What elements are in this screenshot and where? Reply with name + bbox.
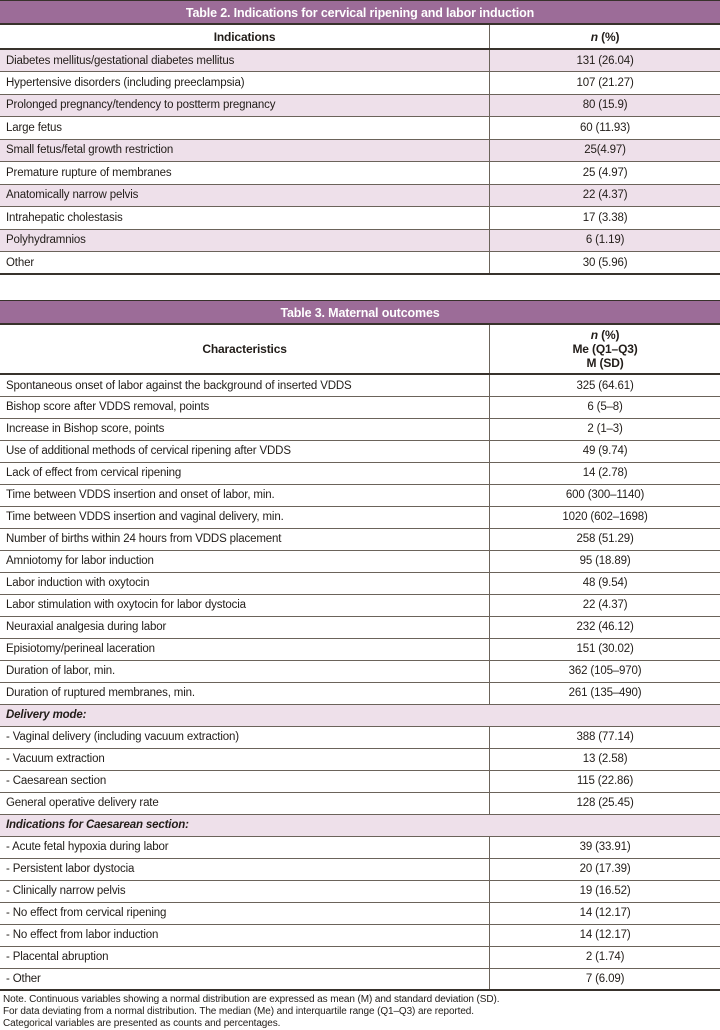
table-row bbox=[0, 229, 720, 252]
row-label: Labor stimulation with oxytocin for labor dystocia bbox=[0, 594, 490, 616]
table-row bbox=[0, 638, 720, 660]
table-row bbox=[0, 506, 720, 528]
table-row bbox=[0, 572, 720, 594]
row-label: Large fetus bbox=[0, 117, 490, 140]
row-label: Duration of ruptured membranes, min. bbox=[0, 682, 490, 704]
row-value: 14 (12.17) bbox=[490, 924, 720, 946]
table3-col2-header-pct: (%) bbox=[601, 328, 620, 342]
table-row bbox=[0, 528, 720, 550]
row-value: 258 (51.29) bbox=[490, 528, 720, 550]
row-value: 49 (9.74) bbox=[490, 440, 720, 462]
table-row bbox=[0, 396, 720, 418]
row-label: Increase in Bishop score, points bbox=[0, 418, 490, 440]
row-value: 1020 (602–1698) bbox=[490, 506, 720, 528]
row-value: 39 (33.91) bbox=[490, 836, 720, 858]
table-row bbox=[0, 902, 720, 924]
row-value: 388 (77.14) bbox=[490, 726, 720, 748]
section-row-label: Indications for Caesarean section: bbox=[0, 814, 720, 836]
table3 bbox=[0, 325, 720, 991]
row-value: 13 (2.58) bbox=[490, 748, 720, 770]
table-note bbox=[0, 991, 720, 1030]
table-row bbox=[0, 748, 720, 770]
table-row bbox=[0, 616, 720, 638]
table-row bbox=[0, 858, 720, 880]
row-label: - Acute fetal hypoxia during labor bbox=[0, 836, 490, 858]
row-label: - Placental abruption bbox=[0, 946, 490, 968]
table-row bbox=[0, 880, 720, 902]
row-label: Intrahepatic cholestasis bbox=[0, 207, 490, 230]
row-value: 14 (2.78) bbox=[490, 462, 720, 484]
row-value: 95 (18.89) bbox=[490, 550, 720, 572]
row-value: 25(4.97) bbox=[490, 139, 720, 162]
table2-col1-header: Indications bbox=[0, 25, 490, 49]
section-row bbox=[0, 814, 720, 836]
row-value: 261 (135–490) bbox=[490, 682, 720, 704]
row-label: - Vaginal delivery (including vacuum extraction) bbox=[0, 726, 490, 748]
row-label: Neuraxial analgesia during labor bbox=[0, 616, 490, 638]
table2-col2-header-pct: (%) bbox=[601, 29, 620, 44]
table3-header-row bbox=[0, 325, 720, 374]
table-row bbox=[0, 594, 720, 616]
row-label: Time between VDDS insertion and vaginal delivery, min. bbox=[0, 506, 490, 528]
table-row bbox=[0, 374, 720, 396]
table2 bbox=[0, 25, 720, 275]
row-label: Prolonged pregnancy/tendency to postterm pregnancy bbox=[0, 94, 490, 117]
row-value: 2 (1.74) bbox=[490, 946, 720, 968]
row-label: Labor induction with oxytocin bbox=[0, 572, 490, 594]
table3-col1-header: Characteristics bbox=[0, 325, 490, 374]
table3-col2-header bbox=[490, 325, 720, 374]
row-label: Premature rupture of membranes bbox=[0, 162, 490, 185]
section-row bbox=[0, 704, 720, 726]
table-row bbox=[0, 162, 720, 185]
row-label: Other bbox=[0, 252, 490, 275]
row-label: Small fetus/fetal growth restriction bbox=[0, 139, 490, 162]
row-value: 107 (21.27) bbox=[490, 72, 720, 95]
table-row bbox=[0, 462, 720, 484]
row-value: 25 (4.97) bbox=[490, 162, 720, 185]
table2-title: Table 2. Indications for cervical ripening and labor induction bbox=[0, 0, 720, 25]
table2-col2-header-n: n bbox=[590, 29, 598, 44]
table3-block bbox=[0, 300, 720, 991]
row-label: Anatomically narrow pelvis bbox=[0, 184, 490, 207]
row-label: Episiotomy/perineal laceration bbox=[0, 638, 490, 660]
row-value: 20 (17.39) bbox=[490, 858, 720, 880]
section-row-label: Delivery mode: bbox=[0, 704, 720, 726]
note-line: Categorical variables are presented as counts and percentages. bbox=[3, 1018, 281, 1030]
table3-col2-header-line2: Me (Q1–Q3) bbox=[572, 342, 638, 357]
table3-col2-header-n: n bbox=[590, 328, 598, 342]
row-label: - No effect from labor induction bbox=[0, 924, 490, 946]
table-row bbox=[0, 418, 720, 440]
table-row bbox=[0, 252, 720, 275]
table-row bbox=[0, 726, 720, 748]
table2-header bbox=[0, 25, 720, 49]
table2-block bbox=[0, 0, 720, 275]
row-label: Spontaneous onset of labor against the background of inserted VDDS bbox=[0, 374, 490, 396]
row-label: - No effect from cervical ripening bbox=[0, 902, 490, 924]
row-label: General operative delivery rate bbox=[0, 792, 490, 814]
row-value: 19 (16.52) bbox=[490, 880, 720, 902]
row-value: 80 (15.9) bbox=[490, 94, 720, 117]
row-value: 6 (5–8) bbox=[490, 396, 720, 418]
row-label: Time between VDDS insertion and onset of labor, min. bbox=[0, 484, 490, 506]
row-value: 232 (46.12) bbox=[490, 616, 720, 638]
table-row bbox=[0, 968, 720, 990]
table-gap bbox=[0, 275, 720, 300]
table-row bbox=[0, 139, 720, 162]
table-row bbox=[0, 117, 720, 140]
table-row bbox=[0, 72, 720, 95]
note-line: For data deviating from a normal distribution. The median (Me) and interquartile range (Q1–Q3) are reported. bbox=[3, 1006, 474, 1018]
table-row bbox=[0, 484, 720, 506]
table-row bbox=[0, 184, 720, 207]
row-value: 7 (6.09) bbox=[490, 968, 720, 990]
row-label: Duration of labor, min. bbox=[0, 660, 490, 682]
row-value: 600 (300–1140) bbox=[490, 484, 720, 506]
row-value: 362 (105–970) bbox=[490, 660, 720, 682]
row-label: - Vacuum extraction bbox=[0, 748, 490, 770]
row-label: Amniotomy for labor induction bbox=[0, 550, 490, 572]
table2-header-row bbox=[0, 25, 720, 49]
table2-col2-header bbox=[490, 25, 720, 49]
table2-body bbox=[0, 49, 720, 274]
row-label: Bishop score after VDDS removal, points bbox=[0, 396, 490, 418]
table-row bbox=[0, 946, 720, 968]
row-value: 6 (1.19) bbox=[490, 229, 720, 252]
row-label: Polyhydramnios bbox=[0, 229, 490, 252]
row-value: 151 (30.02) bbox=[490, 638, 720, 660]
table-row bbox=[0, 550, 720, 572]
table3-header bbox=[0, 325, 720, 374]
row-label: - Caesarean section bbox=[0, 770, 490, 792]
table-row bbox=[0, 207, 720, 230]
row-label: Use of additional methods of cervical ripening after VDDS bbox=[0, 440, 490, 462]
row-label: Diabetes mellitus/gestational diabetes mellitus bbox=[0, 49, 490, 72]
row-value: 30 (5.96) bbox=[490, 252, 720, 275]
note-line: Note. Continuous variables showing a normal distribution are expressed as mean (M) and standard deviation (SD). bbox=[3, 994, 500, 1006]
table3-title: Table 3. Maternal outcomes bbox=[0, 300, 720, 325]
row-label: - Persistent labor dystocia bbox=[0, 858, 490, 880]
table3-col2-header-line3: M (SD) bbox=[586, 356, 624, 371]
row-value: 17 (3.38) bbox=[490, 207, 720, 230]
row-value: 14 (12.17) bbox=[490, 902, 720, 924]
table-row bbox=[0, 660, 720, 682]
table-row bbox=[0, 836, 720, 858]
table-row bbox=[0, 770, 720, 792]
row-label: Hypertensive disorders (including preeclampsia) bbox=[0, 72, 490, 95]
row-value: 48 (9.54) bbox=[490, 572, 720, 594]
table3-body bbox=[0, 374, 720, 990]
row-value: 128 (25.45) bbox=[490, 792, 720, 814]
table-row bbox=[0, 792, 720, 814]
table-row bbox=[0, 682, 720, 704]
table-row bbox=[0, 924, 720, 946]
row-value: 325 (64.61) bbox=[490, 374, 720, 396]
row-value: 131 (26.04) bbox=[490, 49, 720, 72]
row-value: 60 (11.93) bbox=[490, 117, 720, 140]
row-label: - Clinically narrow pelvis bbox=[0, 880, 490, 902]
row-value: 22 (4.37) bbox=[490, 594, 720, 616]
table-row bbox=[0, 440, 720, 462]
row-value: 2 (1–3) bbox=[490, 418, 720, 440]
table3-col2-header-line1 bbox=[496, 328, 714, 342]
table-row bbox=[0, 49, 720, 72]
row-label: - Other bbox=[0, 968, 490, 990]
row-label: Lack of effect from cervical ripening bbox=[0, 462, 490, 484]
row-label: Number of births within 24 hours from VDDS placement bbox=[0, 528, 490, 550]
row-value: 22 (4.37) bbox=[490, 184, 720, 207]
row-value: 115 (22.86) bbox=[490, 770, 720, 792]
table-row bbox=[0, 94, 720, 117]
